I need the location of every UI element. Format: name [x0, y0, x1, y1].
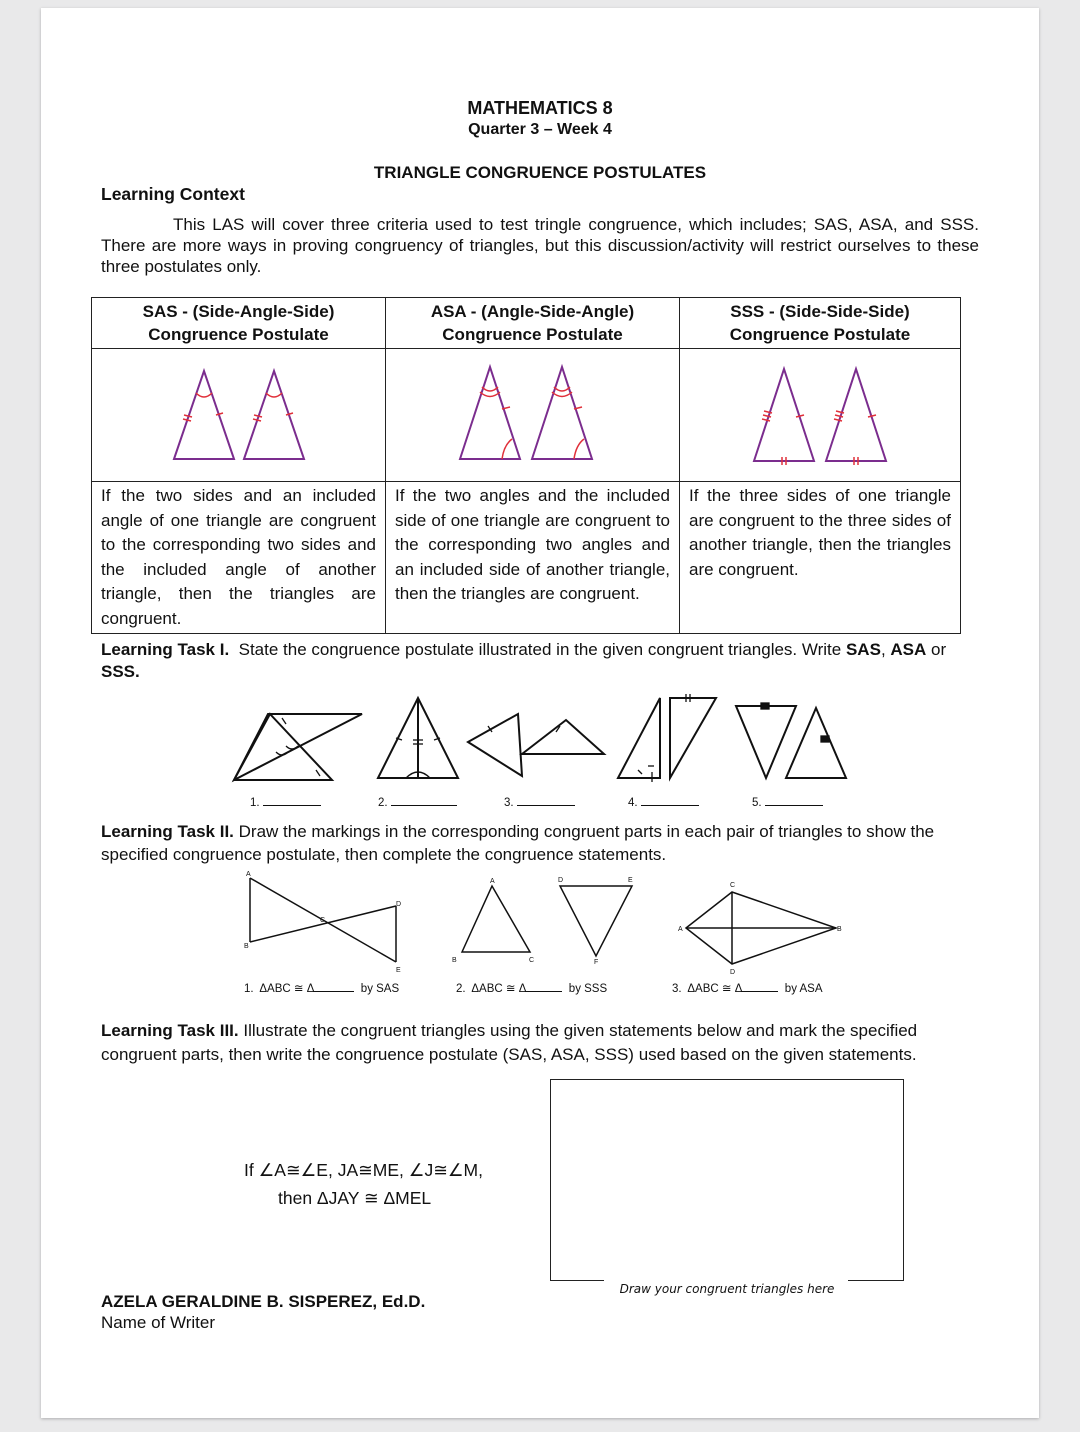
task2-statement-2[interactable]: 2. ΔABC ≅ Δ by SSS [456, 983, 608, 995]
fig1-label-e: E [396, 967, 401, 974]
asa-header: ASA - (Angle-Side-Angle) Congruence Postulate [386, 298, 680, 349]
sas-triangles-figure [92, 349, 385, 476]
task1-instructions: Learning Task I. State the congruence postulate illustrated in the given congruent triangles. Write SAS, ASA or SSS. [101, 640, 947, 681]
drawing-box[interactable] [550, 1079, 904, 1281]
drawing-box-caption: Draw your congruent triangles here [619, 1282, 835, 1296]
task1-answer-1[interactable]: 1. [250, 796, 321, 809]
fig3-label-a: A [678, 926, 683, 933]
fig1-label-b: B [244, 943, 249, 950]
task1-answer-2[interactable]: 2. [378, 796, 457, 809]
sss-description: If the three sides of one triangle are congruent to the three sides of another triangle, then the triangles are congruent. [680, 482, 961, 634]
task1-answer-4[interactable]: 4. [628, 796, 699, 809]
fig2-label-d: D [558, 877, 564, 884]
learning-context-body: This LAS will cover three criteria used to test tringle congruence, which includes; SAS, ASA, and SSS. There are more ways in proving congruency of triangles, but this discussion/activity will restrict ourselves to these three postulates only. [101, 215, 979, 276]
fig1-label-c: C [320, 917, 326, 924]
fig3-label-d: D [730, 969, 736, 974]
task1-answer-5[interactable]: 5. [752, 796, 823, 809]
task2-figures [238, 870, 858, 974]
sas-header: SAS - (Side-Angle-Side) Congruence Postulate [92, 298, 386, 349]
fig3-label-b: B [837, 926, 842, 933]
fig2-label-a: A [490, 878, 495, 885]
asa-figure-cell [386, 349, 680, 482]
fig2-label-f: F [594, 959, 599, 966]
task3-instructions: Learning Task III. Illustrate the congruent triangles using the given statements below and mark the specified congruent parts, then write the congruence postulate (SAS, ASA, SSS) used based on the given statements. [101, 1021, 918, 1064]
fig3-label-c: C [730, 882, 736, 889]
task2-statement-3[interactable]: 3. ΔABC ≅ Δ by ASA [672, 983, 823, 995]
fig2-label-c: C [529, 957, 535, 964]
sas-description: If the two sides and an included angle of one triangle are congruent to the corresponding two sides and the included angle of another triangle, then the triangles are congruent. [92, 482, 386, 634]
asa-triangles-figure [386, 349, 679, 476]
task3-given-statement: If ∠A≅∠E, JA≅ME, ∠J≅∠M, then ΔJAY ≅ ΔMEL [244, 1160, 483, 1208]
fig1-label-a: A [246, 871, 251, 878]
writer-name: AZELA GERALDINE B. SISPEREZ, Ed.D. [101, 1292, 426, 1311]
writer-label: Name of Writer [101, 1313, 215, 1332]
fig1-label-d: D [396, 901, 402, 908]
subject-title: MATHEMATICS 8 [467, 98, 613, 118]
postulates-table [91, 297, 961, 634]
sas-figure-cell [92, 349, 386, 482]
task2-instructions: Learning Task II. Draw the markings in the corresponding congruent parts in each pair of triangles to show the specified congruence postulate, then complete the congruence statements. [101, 822, 935, 864]
fig2-label-e: E [628, 877, 633, 884]
fig2-label-b: B [452, 957, 457, 964]
sss-figure-cell [680, 349, 961, 482]
asa-description: If the two angles and the included side of one triangle are congruent to the corresponding two angles and an included side of another triangle, then the triangles are congruent. [386, 482, 680, 634]
task2-statement-1[interactable]: 1. ΔABC ≅ Δ by SAS [244, 983, 400, 995]
learning-context-heading: Learning Context [101, 184, 245, 204]
sss-triangles-figure [680, 349, 960, 476]
quarter-title: Quarter 3 – Week 4 [468, 121, 612, 138]
topic-title: TRIANGLE CONGRUENCE POSTULATES [373, 163, 707, 182]
task1-answer-3[interactable]: 3. [504, 796, 575, 809]
sss-header: SSS - (Side-Side-Side) Congruence Postulate [680, 298, 961, 349]
task1-figures [220, 690, 860, 790]
